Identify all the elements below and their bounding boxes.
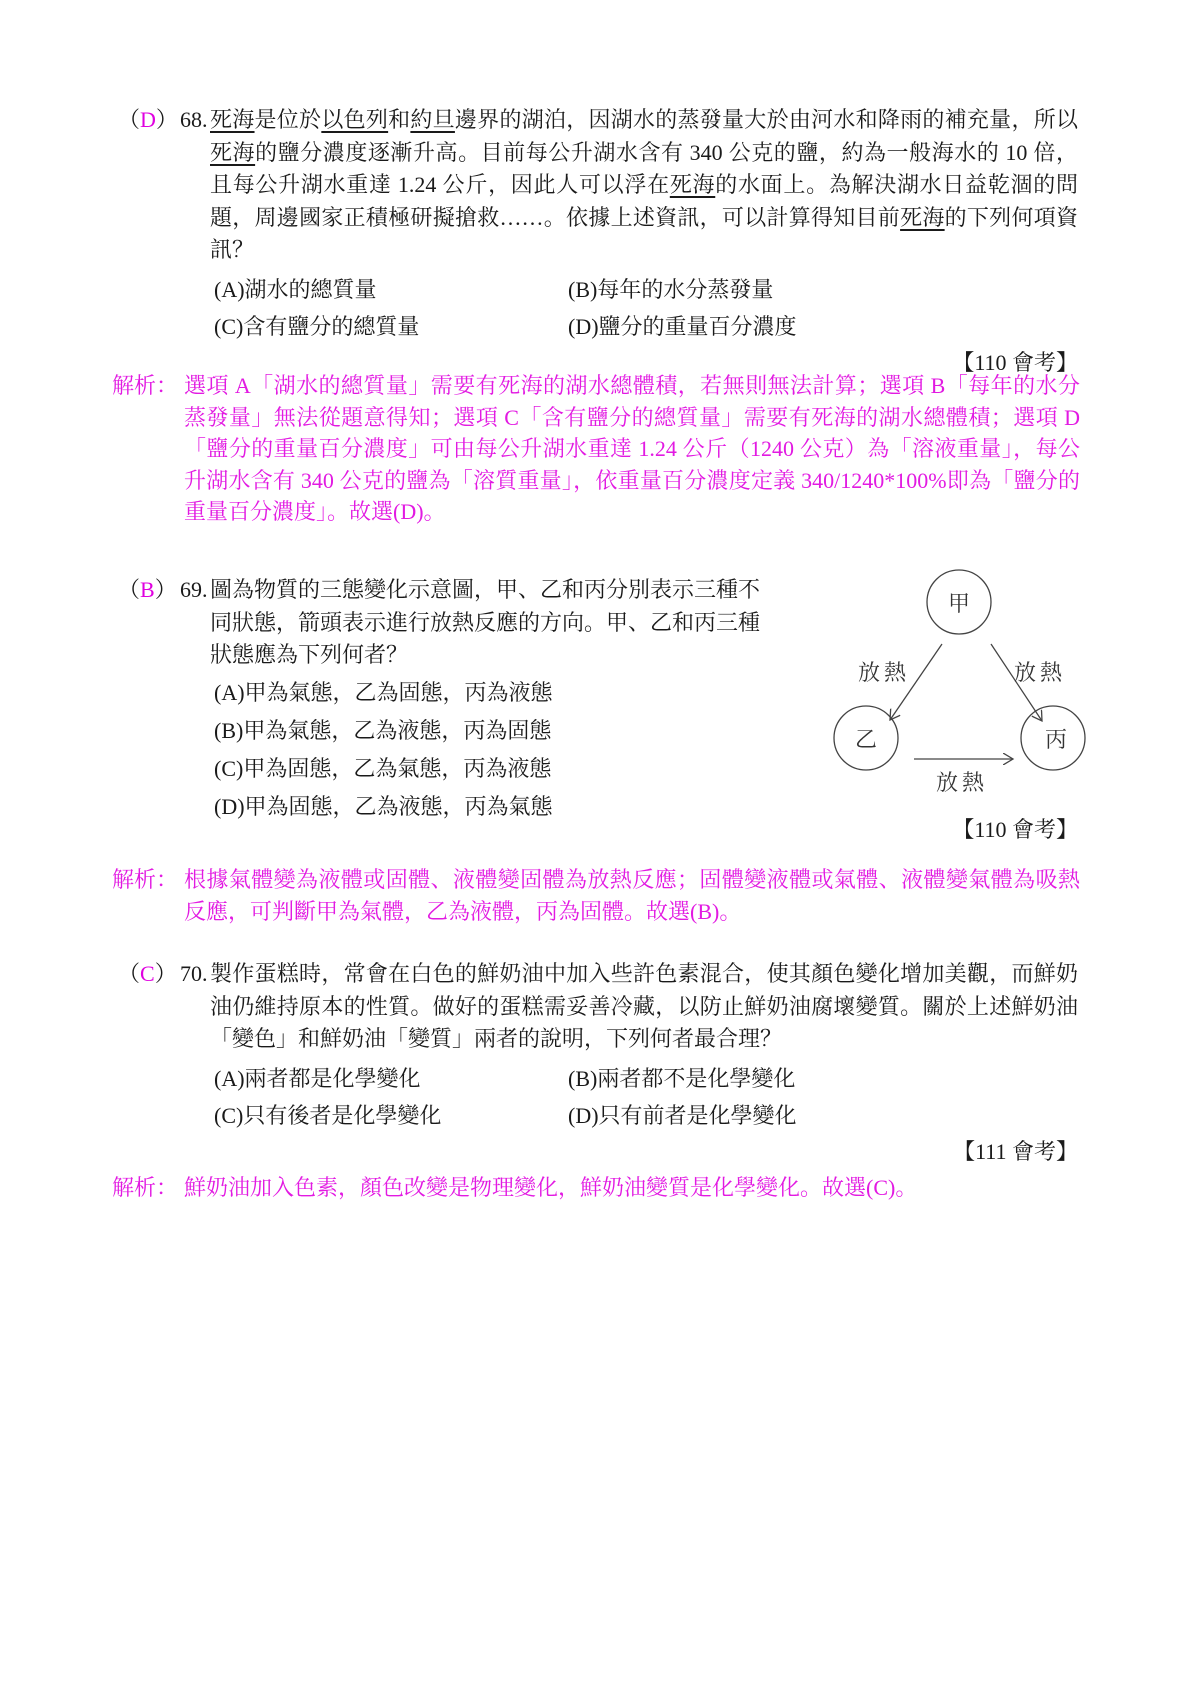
analysis-text: 選項 A「湖水的總質量」需要有死海的湖水總體積，若無則無法計算；選項 B「每年的水分蒸發量」無法從題意得知；選項 C「含有鹽分的總質量」需要有死海的湖水總體積；選項 D「鹽分的重量百分濃度」可由每公升湖水重達 1.24 公斤（1240 公克）為「溶液重量」，每公升湖水含有 340 公克的鹽為「溶質重量」，依重量百分濃度定義 340/1240*100%即為「鹽分的重量百分濃度」。故選(D)。	[184, 373, 1080, 524]
option-d: (D)甲為固態，乙為液態，丙為氣態	[214, 793, 553, 819]
question-line: 狀態應為下列何者？	[210, 642, 409, 667]
analysis-68	[112, 370, 1080, 528]
option-b: (B)每年的水分蒸發量	[568, 276, 774, 302]
option-d: (D)只有前者是化學變化	[568, 1102, 797, 1128]
answer-marker: （B）	[118, 577, 177, 602]
node-right-label: 丙	[1044, 728, 1068, 753]
question-text: 製作蛋糕時，常會在白色的鮮奶油中加入些許色素混合，使其顏色變化增加美觀，而鮮奶油仍維持原本的性質。做好的蛋糕需妥善冷藏，以防止鮮奶油腐壞變質。關於上述鮮奶油「變色」和鮮奶油「變質」兩者的說明，下列何者最合理？	[210, 961, 1078, 1051]
answer-letter: D	[140, 107, 156, 132]
question-number: 70.	[180, 961, 208, 986]
place-name: 死海	[210, 139, 256, 165]
question-stem	[118, 574, 818, 672]
arrow-label-bottom: 放熱	[935, 771, 989, 796]
arrow-label-right: 放熱	[1013, 661, 1067, 686]
place-name: 死海	[210, 107, 255, 132]
question-stem	[118, 958, 1078, 1056]
option-c: (C)只有後者是化學變化	[214, 1102, 442, 1128]
option-a: (A)甲為氣態，乙為固態，丙為液態	[214, 679, 553, 705]
text-segment: 邊界的湖泊，因湖水的蒸發量大於由河水和降雨的補充量，所以	[454, 107, 1078, 132]
options-row	[118, 308, 1078, 345]
question-text	[210, 104, 1078, 267]
options-row	[118, 271, 1078, 308]
text-segment: 是位於	[254, 107, 322, 132]
analysis-label: 解析：	[112, 373, 179, 398]
question-69	[118, 574, 818, 826]
option-d: (D)鹽分的重量百分濃度	[568, 313, 797, 339]
answer-marker: （C）	[118, 961, 177, 986]
question-number: 68.	[180, 107, 208, 132]
option-c: (C)含有鹽分的總質量	[214, 313, 420, 339]
text-segment: 的鹽分濃度逐漸升高。目前每公升湖水含有 340 公克的鹽，約為一般海水的 10 倍，且每公升湖水重達 1.24 公斤，因此人可以浮在	[210, 139, 1078, 197]
analysis-70	[112, 1172, 1080, 1204]
exam-source: 【110 會考】	[952, 817, 1078, 842]
analysis-text: 鮮奶油加入色素，顏色改變是物理變化，鮮奶油變質是化學變化。故選(C)。	[184, 1175, 918, 1200]
answer-marker: （D）	[118, 107, 178, 132]
question-line: 圖為物質的三態變化示意圖，甲、乙和丙分別表示三種不	[210, 577, 761, 602]
analysis-label: 解析：	[112, 867, 179, 892]
question-line: 同狀態，箭頭表示進行放熱反應的方向。甲、乙和丙三種	[210, 609, 761, 635]
question-68	[118, 104, 1078, 381]
place-name: 約旦	[410, 107, 455, 132]
place-name: 死海	[900, 204, 945, 230]
text-segment: 和	[388, 107, 411, 132]
answer-letter: B	[140, 577, 155, 602]
options-row	[118, 1060, 1078, 1097]
options-row	[118, 1097, 1078, 1134]
three-states-diagram	[828, 568, 1098, 798]
option-c: (C)甲為固態，乙為氣態，丙為液態	[214, 755, 552, 781]
analysis-label: 解析：	[112, 1175, 179, 1200]
question-number: 69.	[180, 577, 208, 602]
analysis-text: 根據氣體變為液體或固體、液體變固體為放熱反應；固體變液體或氣體、液體變氣體為吸熱反應，可判斷甲為氣體，乙為液體，丙為固體。故選(B)。	[184, 867, 1080, 924]
text-segment: 的下列何項資訊？	[210, 204, 1078, 262]
question-stem	[118, 104, 1078, 267]
option-b: (B)兩者都不是化學變化	[568, 1065, 796, 1091]
node-top-label: 甲	[947, 592, 971, 617]
place-name: 死海	[669, 172, 716, 197]
exam-source: 【110 會考】	[952, 349, 1078, 375]
text-segment: 的水面上。為解決湖水日益乾涸的問題，周邊國家正積極研擬搶救……。依據上述資訊，可以計算得知目前	[210, 172, 1078, 230]
arrow-label-left: 放熱	[857, 661, 911, 686]
place-name: 以色列	[321, 107, 389, 132]
option-a: (A)兩者都是化學變化	[214, 1065, 421, 1091]
exam-source: 【111 會考】	[953, 1138, 1078, 1164]
analysis-69	[112, 864, 1080, 927]
answer-letter: C	[140, 961, 155, 986]
question-70	[118, 958, 1078, 1170]
node-left-label: 乙	[854, 728, 878, 753]
option-a: (A)湖水的總質量	[214, 276, 377, 302]
option-b: (B)甲為氣態，乙為液態，丙為固態	[214, 717, 552, 743]
